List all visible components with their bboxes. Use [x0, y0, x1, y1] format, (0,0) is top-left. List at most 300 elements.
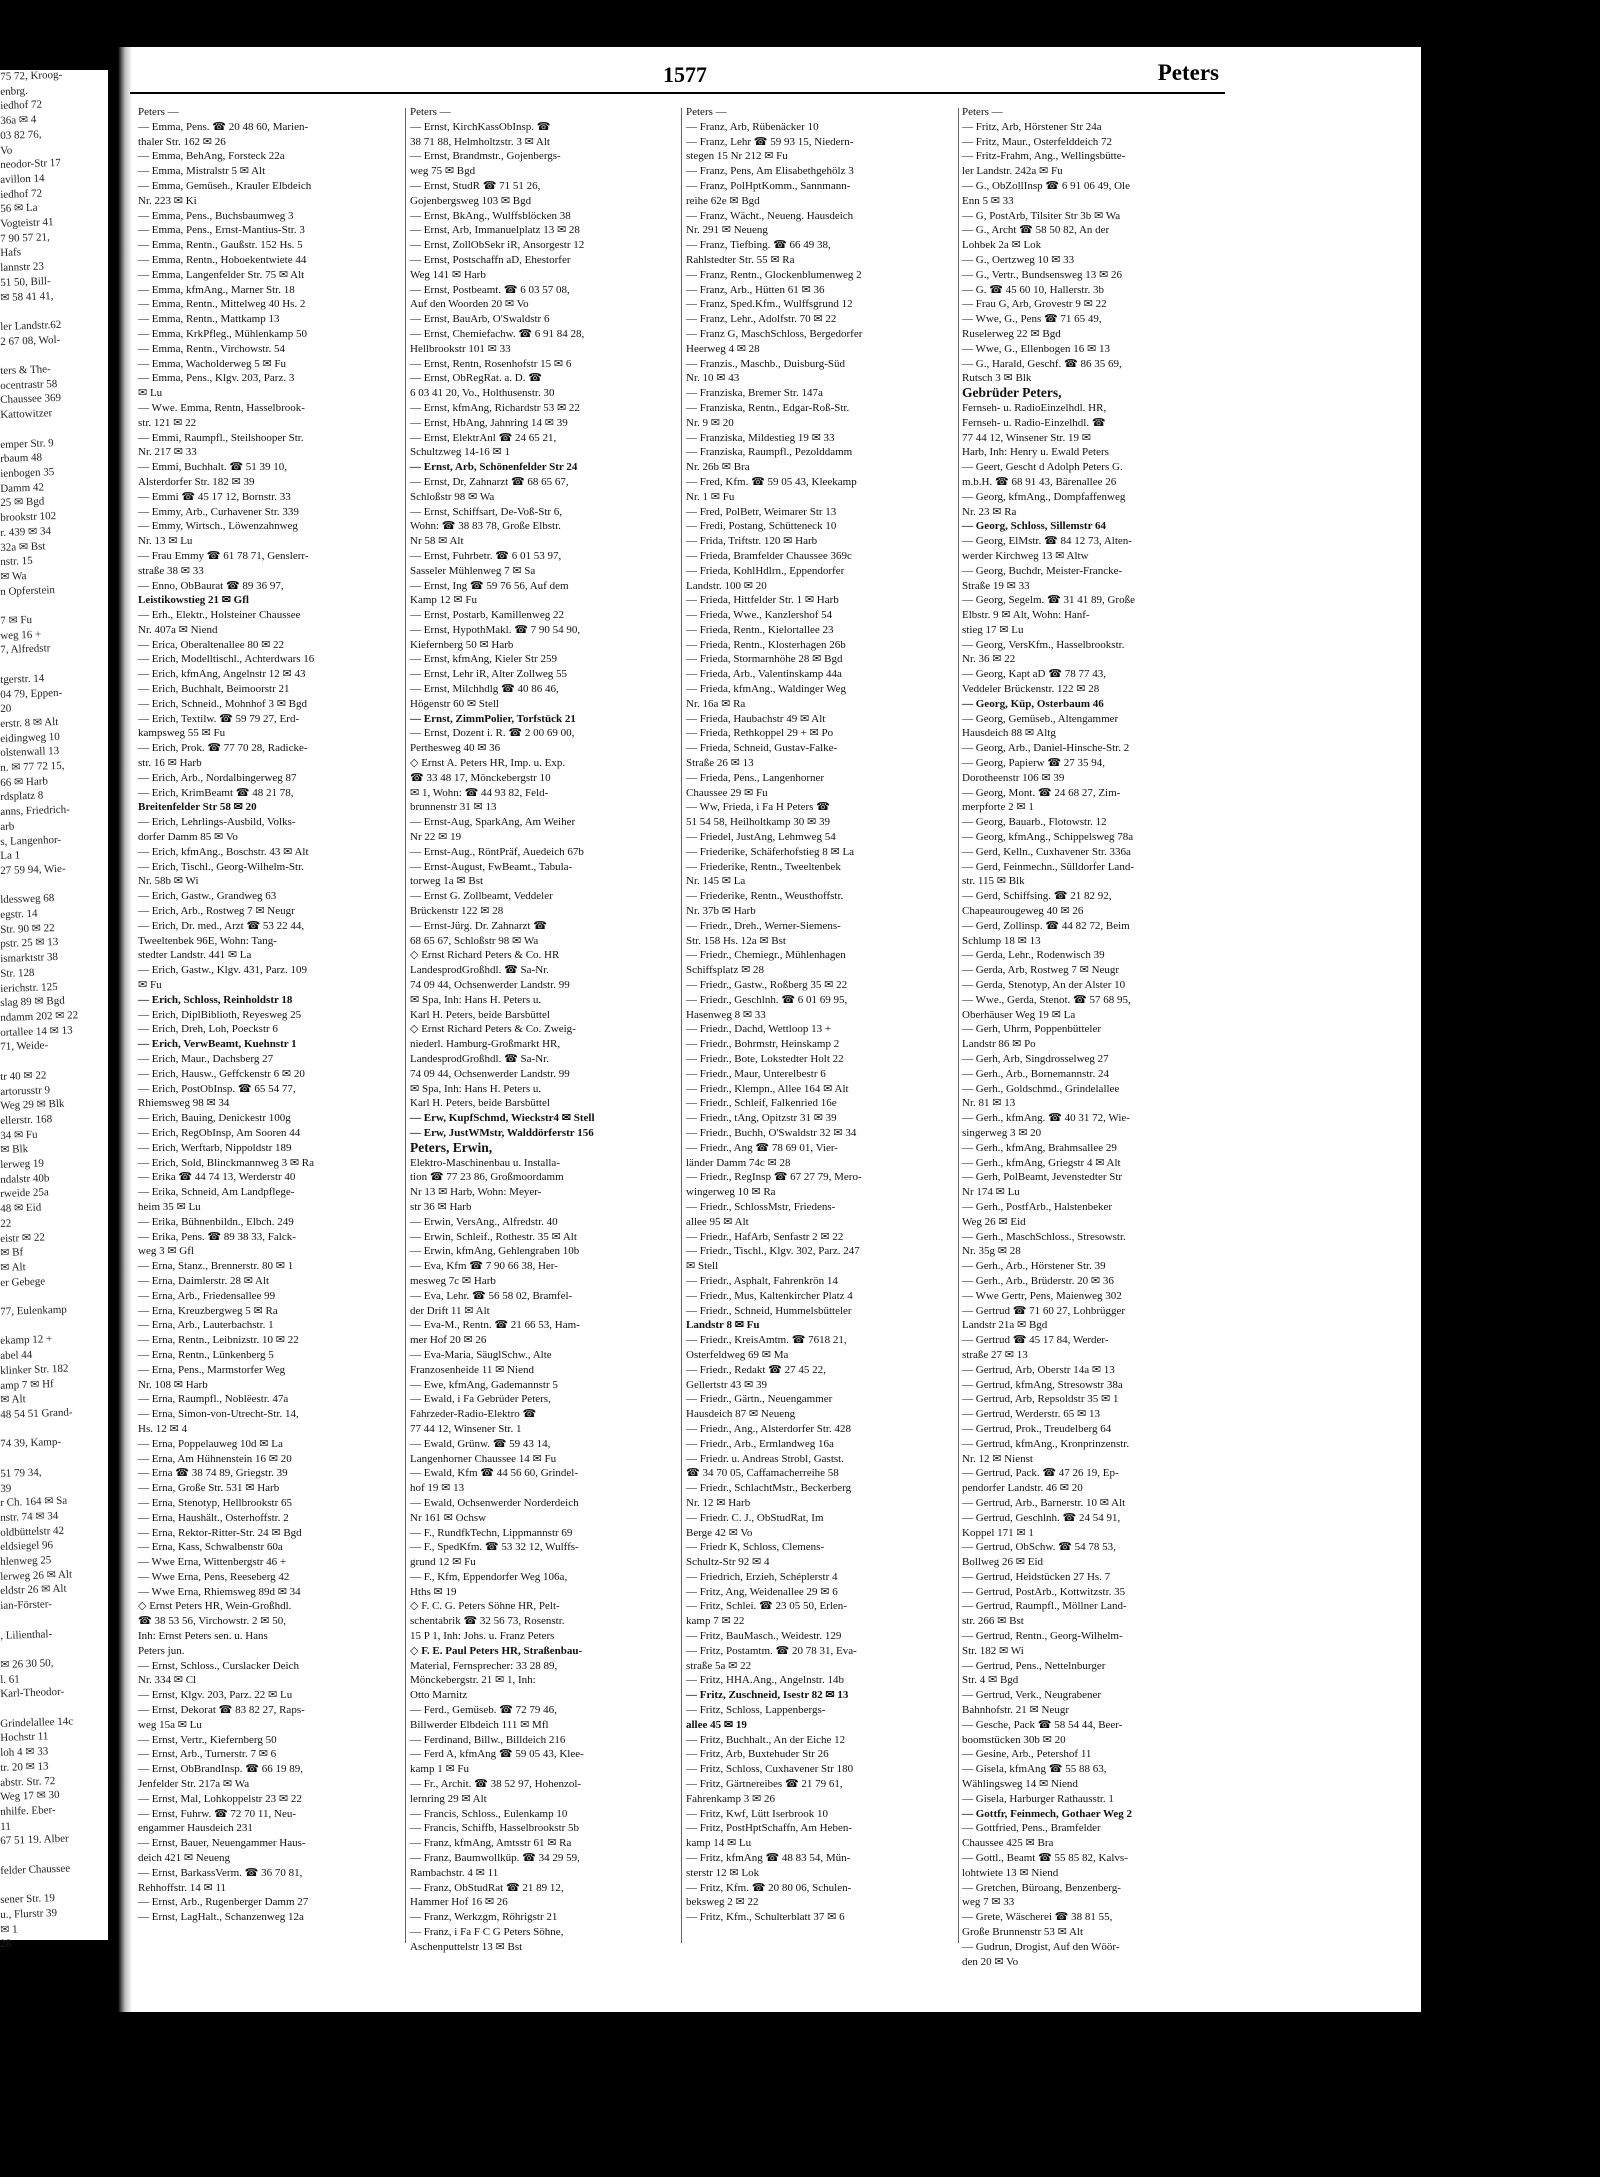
- directory-entry-line: — Friedrich, Erzieh, Schéplerstr 4: [686, 1570, 838, 1583]
- directory-entry-line: Nr. 145 ✉ La: [686, 875, 746, 888]
- previous-page-line: rbaum 48: [0, 451, 43, 466]
- directory-entry-line: — Emma, BehAng, Forsteck 22a: [138, 150, 285, 163]
- previous-page-line: nstr. 74 ✉ 34: [0, 1509, 59, 1524]
- directory-entry-line: pendorfer Landstr. 46 ✉ 20: [962, 1482, 1083, 1495]
- directory-entry-line: Berge 42 ✉ Vo: [686, 1526, 753, 1539]
- directory-entry-line: — Ernst, StudR ☎ 71 51 26,: [410, 179, 541, 192]
- directory-entry-line: länder Damm 74c ✉ 28: [686, 1156, 791, 1169]
- directory-entry-line: Fernseh- u. Radio-Einzelhdl. ☎: [962, 416, 1106, 429]
- directory-entry-line: — Erna, Pens., Marmstorfer Weg: [138, 1363, 286, 1376]
- directory-entry-line: — Ernst, Arb, Schönenfelder Str 24: [410, 461, 578, 474]
- previous-page-line: ekamp 12 +: [0, 1333, 53, 1348]
- directory-entry-line: — Ernst, ZimmPolier, Torfstück 21: [410, 712, 576, 725]
- directory-entry-line: — Eva, Kfm ☎ 7 90 66 38, Her-: [410, 1260, 558, 1273]
- directory-entry-line: — Friedr. u. Andreas Strobl, Gastst.: [686, 1452, 844, 1465]
- entry-heading: Peters, Erwin,: [410, 1139, 493, 1155]
- directory-entry-line: LandesprodGroßhdl. ☎ Sa-Nr.: [410, 1053, 549, 1065]
- directory-entry-line: Hths ✉ 19: [410, 1585, 457, 1598]
- directory-entry-line: Nr. 13 ✉ Lu: [138, 535, 193, 548]
- directory-entry-line: Landstr 8 ✉ Fu: [686, 1319, 760, 1332]
- directory-entry-line: — Franziska, Mildestieg 19 ✉ 33: [686, 431, 835, 444]
- directory-column-2: [410, 105, 675, 1953]
- directory-entry-line: Gojenbergsweg 103 ✉ Bgd: [410, 194, 532, 207]
- directory-entry-line: ◇ Ernst Richard Peters & Co. HR: [410, 949, 560, 962]
- directory-entry-line: — Friedr., Klempn., Allee 164 ✉ Alt: [686, 1082, 849, 1095]
- previous-page-line: Weg 17 ✉ 30: [0, 1789, 60, 1804]
- column-header: Peters —: [410, 106, 451, 118]
- directory-entry-line: 74 09 44, Ochsenwerder Landstr. 99: [410, 979, 570, 992]
- previous-page-line: weg 16 +: [0, 628, 42, 642]
- directory-entry-line: Straße 26 ✉ 13: [686, 757, 754, 770]
- directory-entry-line: — Gertrud, Heidstücken 27 Hs. 7: [962, 1570, 1111, 1583]
- previous-page-line: Hochstr 11: [0, 1730, 49, 1745]
- directory-entry-line: Hammer Hof 16 ✉ 26: [410, 1896, 508, 1909]
- directory-entry-line: — Gretchen, Büroang, Benzenberg-: [962, 1881, 1121, 1894]
- directory-entry-line: Hs. 12 ✉ 4: [138, 1422, 187, 1435]
- directory-entry-line: Bollweg 26 ✉ Eid: [962, 1556, 1044, 1569]
- directory-entry-line: Rehhoffstr. 14 ✉ 11: [138, 1881, 227, 1894]
- directory-entry-line: Rahlstedter Str. 55 ✉ Ra: [686, 253, 795, 266]
- directory-entry-line: Veddeler Brückenstr. 122 ✉ 28: [962, 683, 1100, 696]
- directory-entry-line: ◇ Ernst Richard Peters & Co. Zweig-: [410, 1023, 576, 1036]
- directory-entry-line: — Fritz, Ang, Weidenallee 29 ✉ 6: [686, 1585, 838, 1598]
- directory-entry-line: — Frieda, Stormarnhöhe 28 ✉ Bgd: [686, 653, 843, 666]
- directory-entry-line: — Emma, Wacholderweg 5 ✉ Fu: [138, 357, 287, 370]
- directory-entry-line: Nr. 10 ✉ 43: [686, 372, 740, 385]
- directory-entry-line: ☎ 33 48 17, Mönckebergstr 10: [410, 771, 551, 784]
- directory-entry-line: — Friedr., Ang ☎ 78 69 01, Vier-: [686, 1141, 838, 1154]
- directory-entry-line: Fahrzeder-Radio-Elektro ☎: [410, 1408, 537, 1421]
- previous-page-line: loh 4 ✉ 33: [0, 1745, 49, 1760]
- directory-entry-line: — Ernst, Rentn, Rosenhofstr 15 ✉ 6: [410, 357, 572, 370]
- directory-entry-line: — Friedr K, Schloss, Clemens-: [686, 1541, 825, 1554]
- directory-entry-line: — Gerh., Arb., Brüderstr. 20 ✉ 36: [962, 1274, 1114, 1287]
- previous-page-line: Str. 128: [0, 966, 35, 980]
- directory-entry-line: — Fredi, Postang, Schütteneck 10: [686, 520, 837, 533]
- directory-entry-line: — G., ObZollInsp ☎ 6 91 06 49, Ole: [962, 179, 1130, 192]
- directory-entry-line: — Ernst, Arb., Turnerstr. 7 ✉ 6: [138, 1748, 277, 1761]
- directory-entry-line: — Ernst, Chemiefachw. ☎ 6 91 84 28,: [410, 327, 585, 340]
- directory-entry-line: — Gesine, Arb., Petershof 11: [962, 1748, 1092, 1761]
- directory-entry-line: Schultzweg 14-16 ✉ 1: [410, 446, 510, 459]
- directory-entry-line: ◇ Ernst Peters HR, Wein-Großhdl.: [138, 1600, 292, 1613]
- directory-entry-line: Chaussee 29 ✉ Fu: [686, 786, 768, 799]
- previous-page-line: Weg 29 ✉ Blk: [0, 1097, 65, 1113]
- directory-entry-line: ✉ Stell: [686, 1260, 719, 1273]
- directory-entry-line: — Emmi, Buchhalt. ☎ 51 39 10,: [138, 461, 288, 474]
- directory-entry-line: — Ernst, ElektrAnl ☎ 24 65 21,: [410, 431, 557, 444]
- directory-entry-line: Högenstr 60 ✉ Stell: [410, 697, 499, 710]
- directory-entry-line: stedter Landstr. 441 ✉ La: [138, 949, 252, 962]
- directory-entry-line: Große Brunnenstr 53 ✉ Alt: [962, 1926, 1084, 1939]
- directory-entry-line: 68 65 67, Schloßstr 98 ✉ Wa: [410, 934, 539, 947]
- previous-page-line: 66 ✉ Harb: [0, 775, 49, 789]
- directory-entry-line: singerweg 3 ✉ 20: [962, 1126, 1042, 1139]
- directory-entry-line: — Friedr., Gärtn., Neuengammer: [686, 1393, 833, 1406]
- previous-page-line: egstr. 14: [0, 907, 38, 922]
- directory-entry-line: 6 03 41 20, Vo., Holthusenstr. 30: [410, 387, 555, 400]
- previous-page-line: 32a ✉ Bst: [0, 539, 46, 554]
- directory-entry-line: — Fritz, kfmAng ☎ 48 83 54, Mün-: [686, 1852, 851, 1865]
- directory-entry-line: ✉ Lu: [138, 387, 163, 400]
- directory-entry-line: — Emma, Langenfelder Str. 75 ✉ Alt: [138, 268, 305, 281]
- directory-entry-line: Nr 13 ✉ Harb, Wohn: Meyer-: [410, 1186, 542, 1199]
- directory-entry-line: — Erich, Modelltischl., Achterdwars 16: [138, 653, 315, 666]
- directory-entry-line: — Friedr., HafArb, Senfastr 2 ✉ 22: [686, 1230, 844, 1243]
- directory-entry-line: — Franz, ObStudRat ☎ 21 89 12,: [410, 1881, 564, 1894]
- directory-entry-line: — Erna, Rentn., Lünkenberg 5: [138, 1348, 274, 1361]
- directory-entry-line: der Drift 11 ✉ Alt: [410, 1304, 490, 1317]
- directory-entry-line: beksweg 2 ✉ 22: [686, 1896, 759, 1909]
- directory-entry-line: Schiffsplatz ✉ 28: [686, 964, 765, 977]
- directory-entry-line: — Erich, KrimBeamt ☎ 48 21 78,: [138, 786, 294, 799]
- directory-entry-line: boomstücken 30b ✉ 20: [962, 1733, 1066, 1746]
- directory-entry-line: Inh: Ernst Peters sen. u. Hans: [138, 1630, 268, 1643]
- directory-entry-line: — Ernst, kfmAng, Richardstr 53 ✉ 22: [410, 401, 580, 414]
- directory-entry-line: Nr. 223 ✉ Ki: [138, 194, 197, 207]
- directory-entry-line: grund 12 ✉ Fu: [410, 1556, 476, 1569]
- directory-entry-line: Gellertstr 43 ✉ 39: [686, 1378, 768, 1391]
- directory-entry-line: — Friedr., Asphalt, Fahrenkrön 14: [686, 1274, 838, 1287]
- directory-entry-line: — Erna, Raumpfl., Noblëestr. 47a: [138, 1393, 289, 1406]
- directory-entry-line: — Gertrud, Geschlnh. ☎ 24 54 91,: [962, 1511, 1121, 1524]
- directory-entry-line: Otto Marnitz: [410, 1689, 468, 1702]
- directory-entry-line: — Frieda, Arb., Valentinskamp 44a: [686, 668, 842, 681]
- directory-entry-line: Hausdeich 88 ✉ Altg: [962, 727, 1056, 740]
- directory-entry-line: — Friedr., Chemiegr., Mühlenhagen: [686, 949, 846, 962]
- directory-entry-line: 51 54 58, Heilholtkamp 30 ✉ 39: [686, 816, 830, 829]
- previous-page-line: iedhof 72: [0, 187, 43, 201]
- directory-entry-line: — Erna, Haushält., Osterhoffstr. 2: [138, 1511, 289, 1524]
- directory-entry-line: Lohbek 2a ✉ Lok: [962, 239, 1042, 252]
- directory-entry-line: — Frau G, Arb, Grovestr 9 ✉ 22: [962, 298, 1107, 311]
- previous-page-line: neodor-Str 17: [0, 157, 61, 172]
- previous-page-line: tr 40 ✉ 22: [0, 1069, 47, 1083]
- directory-entry-line: allee 45 ✉ 19: [686, 1718, 747, 1731]
- directory-entry-line: Nr. 1 ✉ Fu: [686, 490, 735, 503]
- previous-page-line: ierichstr. 125: [0, 980, 58, 995]
- previous-page-text: [0, 70, 108, 1952]
- directory-entry-line: — Emma, Pens., Buchsbaumweg 3: [138, 209, 294, 222]
- directory-entry-line: — Ernst, Lehr iR, Alter Zollweg 55: [410, 668, 568, 681]
- directory-entry-line: — Emma, Gemüseh., Krauler Elbdeich: [138, 179, 312, 192]
- previous-page-line: lannstr 23: [0, 260, 45, 275]
- previous-page-line: Karl-Theodor-: [0, 1686, 65, 1701]
- header-rule: [130, 92, 1225, 94]
- directory-entry-line: — Emma, KrkPfleg., Mühlenkamp 50: [138, 327, 307, 340]
- directory-entry-line: — Ewald, Kfm ☎ 44 56 60, Grindel-: [410, 1467, 578, 1480]
- directory-entry-line: — Fritz, Schloss, Cuxhavener Str 180: [686, 1763, 854, 1776]
- directory-entry-line: — Emma, Rentn., Virchowstr. 54: [138, 342, 286, 355]
- directory-entry-line: — Erika, Pens. ☎ 89 38 33, Falck-: [138, 1230, 296, 1243]
- directory-entry-line: — Erich, PostObInsp. ☎ 65 54 77,: [138, 1082, 296, 1095]
- directory-entry-line: — Ernst, Postschaffn aD, Ehestorfer: [410, 253, 571, 266]
- directory-entry-line: — Emmy, Arb., Curhavener Str. 339: [138, 505, 299, 518]
- directory-entry-line: Nr 22 ✉ 19: [410, 831, 462, 844]
- directory-entry-line: — Erich, Lehrlings-Ausbild, Volks-: [138, 816, 296, 829]
- directory-entry-line: — Erwin, kfmAng, Gehlengraben 10b: [410, 1245, 580, 1258]
- directory-entry-line: Breitenfelder Str 58 ✉ 20: [138, 801, 257, 814]
- directory-entry-line: Chapeaurougeweg 40 ✉ 26: [962, 905, 1084, 918]
- directory-entry-line: Elektro-Maschinenbau u. Installa-: [410, 1156, 560, 1169]
- previous-page-line: abel 44: [0, 1349, 33, 1363]
- directory-entry-line: — Erna, Poppelauweg 10d ✉ La: [138, 1437, 283, 1450]
- directory-entry-line: mesweg 7c ✉ Harb: [410, 1274, 496, 1287]
- directory-entry-line: Hellbrookstr 101 ✉ 33: [410, 342, 511, 355]
- previous-page-line: avillon 14: [0, 172, 45, 186]
- directory-entry-line: Landstr. 100 ✉ 20: [686, 579, 767, 592]
- directory-entry-line: — Ernst, kfmAng, Kieler Str 259: [410, 653, 557, 666]
- directory-entry-line: Nr. 12 ✉ Harb: [686, 1496, 751, 1509]
- previous-page-line: 27 59 94, Wie-: [0, 862, 66, 877]
- directory-entry-line: — Emmi, Raumpfl., Steilshooper Str.: [138, 431, 304, 444]
- directory-entry-line: — Frieda, Rethkoppel 29 + ✉ Po: [686, 727, 834, 740]
- directory-entry-line: — Frieda, Bramfelder Chaussee 369c: [686, 549, 852, 562]
- previous-page-line: ✉ Bf: [0, 1246, 24, 1260]
- directory-entry-line: — Frau Emmy ☎ 61 78 71, Genslerr-: [138, 549, 309, 562]
- directory-entry-line: Str. 182 ✉ Wi: [962, 1644, 1024, 1657]
- directory-entry-line: merpforte 2 ✉ 1: [962, 801, 1034, 814]
- page-header: [128, 60, 1219, 90]
- directory-entry-line: Nr. 16a ✉ Ra: [686, 697, 746, 710]
- directory-entry-line: — Fritz, BauMasch., Weidestr. 129: [686, 1630, 842, 1643]
- directory-entry-line: — Ww, Frieda, i Fa H Peters ☎: [686, 801, 830, 814]
- directory-entry-line: — Gertrud, ObSchw. ☎ 54 78 53,: [962, 1541, 1116, 1554]
- previous-page-line: ters & The-: [0, 363, 51, 378]
- directory-entry-line: ◇ Ernst A. Peters HR, Imp. u. Exp.: [410, 757, 566, 770]
- directory-entry-line: — Franz, kfmAng, Amtsstr 61 ✉ Ra: [410, 1837, 572, 1850]
- directory-entry-line: Harb, Inh: Henry u. Ewald Peters: [962, 446, 1109, 459]
- directory-entry-line: — Erich, kfmAng, Angelnstr 12 ✉ 43: [138, 668, 306, 681]
- previous-page-line: u., Flurstr 39: [0, 1906, 58, 1921]
- previous-page-line: olstenwall 13: [0, 745, 60, 760]
- directory-entry-line: — Ernst, ObBrandInsp. ☎ 66 19 89,: [138, 1763, 303, 1776]
- directory-entry-line: ✉ Fu: [138, 979, 162, 992]
- previous-page-fragment: [0, 68, 108, 1951]
- directory-entry-line: — Gertrud, Pack. ☎ 47 26 19, Ep-: [962, 1467, 1119, 1480]
- previous-page-line: ndamm 202 ✉ 22: [0, 1009, 79, 1024]
- directory-entry-line: Hasenweg 8 ✉ 33: [686, 1008, 766, 1021]
- previous-page-line: erstr. 8 ✉ Alt: [0, 715, 59, 730]
- directory-entry-line: stieg 17 ✉ Lu: [962, 623, 1024, 636]
- directory-entry-line: Perthesweg 40 ✉ 36: [410, 742, 501, 755]
- directory-entry-line: — Gerd, Zollinsp. ☎ 44 82 72, Beim: [962, 919, 1130, 932]
- directory-column-3: [686, 105, 951, 1950]
- directory-entry-line: Kamp 12 ✉ Fu: [410, 594, 477, 607]
- directory-entry-line: sterstr 12 ✉ Lok: [686, 1866, 760, 1879]
- previous-page-line: 28: [0, 1937, 12, 1951]
- directory-entry-line: — Ernst, Postarb, Kamillenweg 22: [410, 609, 564, 622]
- directory-entry-line: Nr. 108 ✉ Harb: [138, 1378, 208, 1391]
- previous-page-line: ortallee 14 ✉ 13: [0, 1024, 73, 1039]
- previous-page-line: lerweg 26 ✉ Alt: [0, 1568, 73, 1583]
- directory-entry-line: — Gisela, Harburger Rathausstr. 1: [962, 1792, 1114, 1805]
- directory-entry-line: 74 09 44, Ochsenwerder Landstr. 99: [410, 1067, 570, 1080]
- directory-entry-line: — Erna, Stenotyp, Hellbrookstr 65: [138, 1496, 292, 1509]
- directory-entry-line: Heerweg 4 ✉ 28: [686, 342, 760, 355]
- directory-entry-line: — Erich, Maur., Dachsberg 27: [138, 1053, 274, 1065]
- directory-entry-line: — Georg, VersKfm., Hasselbrookstr.: [962, 638, 1125, 651]
- directory-entry-line: — Gerh., MaschSchloss., Stresowstr.: [962, 1230, 1126, 1243]
- directory-entry-line: — Wwe. Emma, Rentn, Hasselbrook-: [138, 401, 305, 414]
- directory-entry-line: weg 3 ✉ Gfl: [138, 1245, 194, 1258]
- previous-page-line: ✉ 1: [0, 1922, 18, 1936]
- previous-page-line: amp 7 ✉ Hf: [0, 1377, 54, 1392]
- directory-entry-line: str 36 ✉ Harb: [410, 1200, 472, 1213]
- directory-entry-line: weg 75 ✉ Bgd: [410, 165, 476, 178]
- directory-entry-line: — G., Harald, Geschf. ☎ 86 35 69,: [962, 357, 1122, 370]
- directory-entry-line: — Erw, JustWMstr, Walddörferstr 156: [410, 1126, 594, 1139]
- previous-page-line: klinker Str. 182: [0, 1362, 69, 1377]
- column-header: Peters —: [686, 106, 727, 118]
- directory-entry-line: Enn 5 ✉ 33: [962, 194, 1014, 207]
- directory-entry-line: — Gerh., kfmAng. ☎ 40 31 72, Wie-: [962, 1112, 1130, 1125]
- directory-entry-line: Nr. 26b ✉ Bra: [686, 461, 750, 474]
- directory-entry-line: — Erna, Kass, Schwalbenstr 60a: [138, 1541, 283, 1554]
- directory-entry-line: — Erna, Am Hühnenstein 16 ✉ 20: [138, 1452, 292, 1465]
- directory-entry-line: heim 35 ✉ Lu: [138, 1200, 201, 1213]
- directory-entry-line: ☎ 38 53 56, Virchowstr. 2 ✉ 50,: [138, 1615, 286, 1628]
- directory-entry-line: — Friedr., Maur, Unterelbestr 6: [686, 1067, 826, 1080]
- directory-entry-line: — Franz, Werkzgm, Röhrigstr 21: [410, 1911, 558, 1924]
- previous-page-line: lerweg 19: [0, 1157, 45, 1172]
- directory-entry-line: — Erich, Prok. ☎ 77 70 28, Radicke-: [138, 742, 308, 755]
- directory-entry-line: — Emmi ☎ 45 17 12, Bornstr. 33: [138, 490, 291, 503]
- directory-entry-line: — Fritz, Kfm. ☎ 20 80 06, Schulen-: [686, 1881, 852, 1894]
- directory-entry-line: — Gottfried, Pens., Bramfelder: [962, 1822, 1101, 1835]
- directory-entry-line: — Wwe Erna, Rhiemsweg 89d ✉ 34: [138, 1585, 301, 1598]
- directory-entry-line: — Friedel, JustAng, Lehmweg 54: [686, 831, 836, 844]
- directory-entry-line: 77 44 12, Winsener Str. 19 ✉: [962, 431, 1091, 444]
- directory-entry-line: — Gertrud, kfmAng., Kronprinzenstr.: [962, 1437, 1130, 1450]
- directory-entry-line: mer Hof 20 ✉ 26: [410, 1334, 487, 1347]
- directory-entry-line: hof 19 ✉ 13: [410, 1482, 465, 1495]
- directory-entry-line: — Fr., Archit. ☎ 38 52 97, Hohenzol-: [410, 1778, 582, 1791]
- previous-page-line: ler Landstr.62: [0, 318, 62, 333]
- directory-entry-line: torweg 1a ✉ Bst: [410, 875, 484, 888]
- directory-entry-line: — G, PostArb, Tilsiter Str 3b ✉ Wa: [962, 209, 1121, 222]
- directory-entry-line: — Ernst, Dr, Zahnarzt ☎ 68 65 67,: [410, 475, 569, 488]
- directory-entry-line: — Ernst, BauArb, O'Swaldstr 6: [410, 313, 550, 326]
- directory-entry-line: — Ernst, HypothMakl. ☎ 7 90 54 90,: [410, 623, 581, 636]
- directory-entry-line: — Friedr., Buchh, O'Swaldstr 32 ✉ 34: [686, 1126, 857, 1139]
- previous-page-line: La 1: [0, 849, 21, 863]
- directory-entry-line: Elbstr. 9 ✉ Alt, Wohn: Hanf-: [962, 609, 1090, 622]
- directory-entry-line: — Erica, Oberaltenallee 80 ✉ 22: [138, 638, 285, 651]
- directory-entry-line: — Friederike, Schäferhofstieg 8 ✉ La: [686, 845, 855, 858]
- directory-entry-line: — Georg, Küp, Osterbaum 46: [962, 697, 1104, 710]
- directory-entry-line: Nr. 35g ✉ 28: [962, 1245, 1021, 1258]
- directory-entry-line: Nr. 37b ✉ Harb: [686, 905, 756, 918]
- directory-entry-line: — Franz, Lehr ☎ 59 93 15, Niedern-: [686, 135, 854, 148]
- previous-page-line: Kattowitzer: [0, 407, 53, 422]
- directory-entry-line: — Wwe Erna, Wittenbergstr 46 +: [138, 1556, 287, 1569]
- directory-entry-line: — Gerd, Schiffsing. ☎ 21 82 92,: [962, 890, 1112, 903]
- directory-entry-line: — Fritz, Kwf, Lütt Iserbrook 10: [686, 1807, 829, 1820]
- directory-entry-line: — Ernst, BarkassVerm. ☎ 36 70 81,: [138, 1866, 303, 1879]
- directory-entry-line: — Gertrud ☎ 45 17 84, Werder-: [962, 1334, 1109, 1347]
- directory-entry-line: Peters jun.: [138, 1644, 185, 1657]
- directory-entry-line: — Ferd., Gemüseb. ☎ 72 79 46,: [410, 1704, 557, 1717]
- directory-entry-line: — Frieda, Wwe., Kanzlershof 54: [686, 609, 833, 622]
- directory-entry-line: Str. 4 ✉ Bgd: [962, 1674, 1019, 1687]
- directory-entry-line: Karl H. Peters, beide Barsbüttel: [410, 1097, 550, 1110]
- previous-page-line: hlenweg 25: [0, 1554, 52, 1569]
- directory-entry-line: — Ernst-Jürg. Dr. Zahnarzt ☎: [410, 919, 547, 932]
- directory-entry-line: — Erich, Dr. med., Arzt ☎ 53 22 44,: [138, 919, 305, 932]
- directory-entry-line: Rhiemsweg 98 ✉ 34: [138, 1097, 230, 1110]
- directory-entry-line: Nr. 12 ✉ Nienst: [962, 1452, 1033, 1465]
- directory-entry-line: Schultz-Str 92 ✉ 4: [686, 1556, 770, 1569]
- directory-entry-line: — Georg, ElMstr. ☎ 84 12 73, Alten-: [962, 535, 1132, 548]
- directory-entry-line: — Fritz, Gärtnereibes ☎ 21 79 61,: [686, 1778, 843, 1791]
- directory-entry-line: — Erich, Schloss, Reinholdstr 18: [138, 993, 293, 1006]
- directory-entry-line: — Friedr., Tischl., Klgv. 302, Parz. 247: [686, 1245, 860, 1258]
- directory-entry-line: — Eva-M., Rentn. ☎ 21 66 53, Ham-: [410, 1319, 580, 1332]
- directory-entry-line: stegen 15 Nr 212 ✉ Fu: [686, 150, 788, 163]
- directory-entry-line: — Erich, Schneid., Mohnhof 3 ✉ Bgd: [138, 697, 308, 710]
- directory-entry-line: — Emma, Rentn., Mattkamp 13: [138, 313, 280, 326]
- previous-page-line: 75 72, Kroog-: [0, 68, 63, 83]
- directory-entry-line: — Erich, Textilw. ☎ 59 79 27, Erd-: [138, 712, 300, 725]
- previous-page-line: 51 79 34,: [0, 1466, 42, 1480]
- directory-entry-line: — Franz, Tiefbing. ☎ 66 49 38,: [686, 239, 831, 252]
- previous-page-line: artorusstr 9: [0, 1083, 51, 1098]
- directory-entry-line: — Erna, Rektor-Ritter-Str. 24 ✉ Bgd: [138, 1526, 302, 1539]
- directory-entry-line: — Friedr., Bote, Lokstedter Holt 22: [686, 1053, 844, 1065]
- directory-entry-line: — Fritz, Maur., Osterfelddeich 72: [962, 135, 1112, 148]
- directory-entry-line: ✉ Spa, Inh: Hans H. Peters u.: [410, 1082, 542, 1095]
- book-spine-shadow: [118, 47, 132, 2012]
- previous-page-line: ✉ 26 30 50,: [0, 1657, 54, 1671]
- previous-page-line: 48 54 51 Grand-: [0, 1406, 73, 1421]
- directory-entry-line: — Ernst, Milchhdlg ☎ 40 86 46,: [410, 683, 559, 696]
- directory-entry-line: lohtwiete 13 ✉ Niend: [962, 1866, 1059, 1879]
- directory-entry-line: — Ernst, ObRegRat. a. D. ☎: [410, 372, 542, 385]
- directory-entry-line: — Erich, kfmAng., Boschstr. 43 ✉ Alt: [138, 845, 309, 858]
- directory-entry-line: kampsweg 55 ✉ Fu: [138, 727, 226, 740]
- directory-entry-line: — Erich, Tischl., Georg-Wilhelm-Str.: [138, 860, 304, 873]
- directory-entry-line: — Ernst, KirchKassObInsp. ☎: [410, 120, 551, 133]
- directory-entry-line: Fahrenkamp 3 ✉ 26: [686, 1792, 775, 1805]
- directory-entry-line: — Georg, kfmAng., Schippelsweg 78a: [962, 831, 1134, 844]
- directory-entry-line: — Erna, Arb., Lauterbachstr. 1: [138, 1319, 274, 1332]
- directory-entry-line: — Ernst G. Zollbeamt, Veddeler: [410, 890, 553, 903]
- directory-entry-line: — Gerda, Lehr., Rodenwisch 39: [962, 949, 1105, 962]
- previous-page-line: 51 50, Bill-: [0, 275, 51, 289]
- previous-page-line: r. 439 ✉ 34: [0, 525, 52, 539]
- directory-entry-line: — Erich, VerwBeamt, Kuehnstr 1: [138, 1038, 297, 1051]
- directory-entry-line: — Friedr., Redakt ☎ 27 45 22,: [686, 1363, 826, 1376]
- directory-entry-line: Bahnhofstr. 21 ✉ Neugr: [962, 1704, 1069, 1717]
- directory-entry-line: — Franz, PolHptKomm., Sannmann-: [686, 179, 851, 192]
- directory-entry-line: — Franz, Arb, Rübenäcker 10: [686, 120, 819, 133]
- directory-entry-line: Nr. 9 ✉ 20: [686, 416, 734, 429]
- directory-entry-line: — Eva-Maria, SäuglSchw., Alte: [410, 1348, 552, 1361]
- previous-page-line: 71, Weide-: [0, 1039, 49, 1054]
- directory-entry-line: Kiefernberg 50 ✉ Harb: [410, 638, 514, 651]
- directory-entry-line: — Georg, Segelm. ☎ 31 41 89, Große: [962, 594, 1135, 607]
- directory-entry-line: — Fritz, PostHptSchaffn, Am Heben-: [686, 1822, 853, 1835]
- directory-entry-line: Material, Fernsprecher: 33 28 89,: [410, 1659, 558, 1672]
- directory-entry-line: — Frida, Triftstr. 120 ✉ Harb: [686, 535, 818, 548]
- directory-entry-line: — Frieda, Pens., Langenhorner: [686, 771, 825, 784]
- directory-entry-line: Oberhäuser Weg 19 ✉ La: [962, 1008, 1076, 1021]
- directory-entry-line: Rutsch 3 ✉ Blk: [962, 372, 1032, 385]
- directory-entry-line: — Gerh., kfmAng, Brahmsallee 29: [962, 1141, 1117, 1154]
- directory-entry-line: engammer Hausdeich 231: [138, 1822, 253, 1835]
- previous-page-line: enbrg.: [0, 84, 29, 98]
